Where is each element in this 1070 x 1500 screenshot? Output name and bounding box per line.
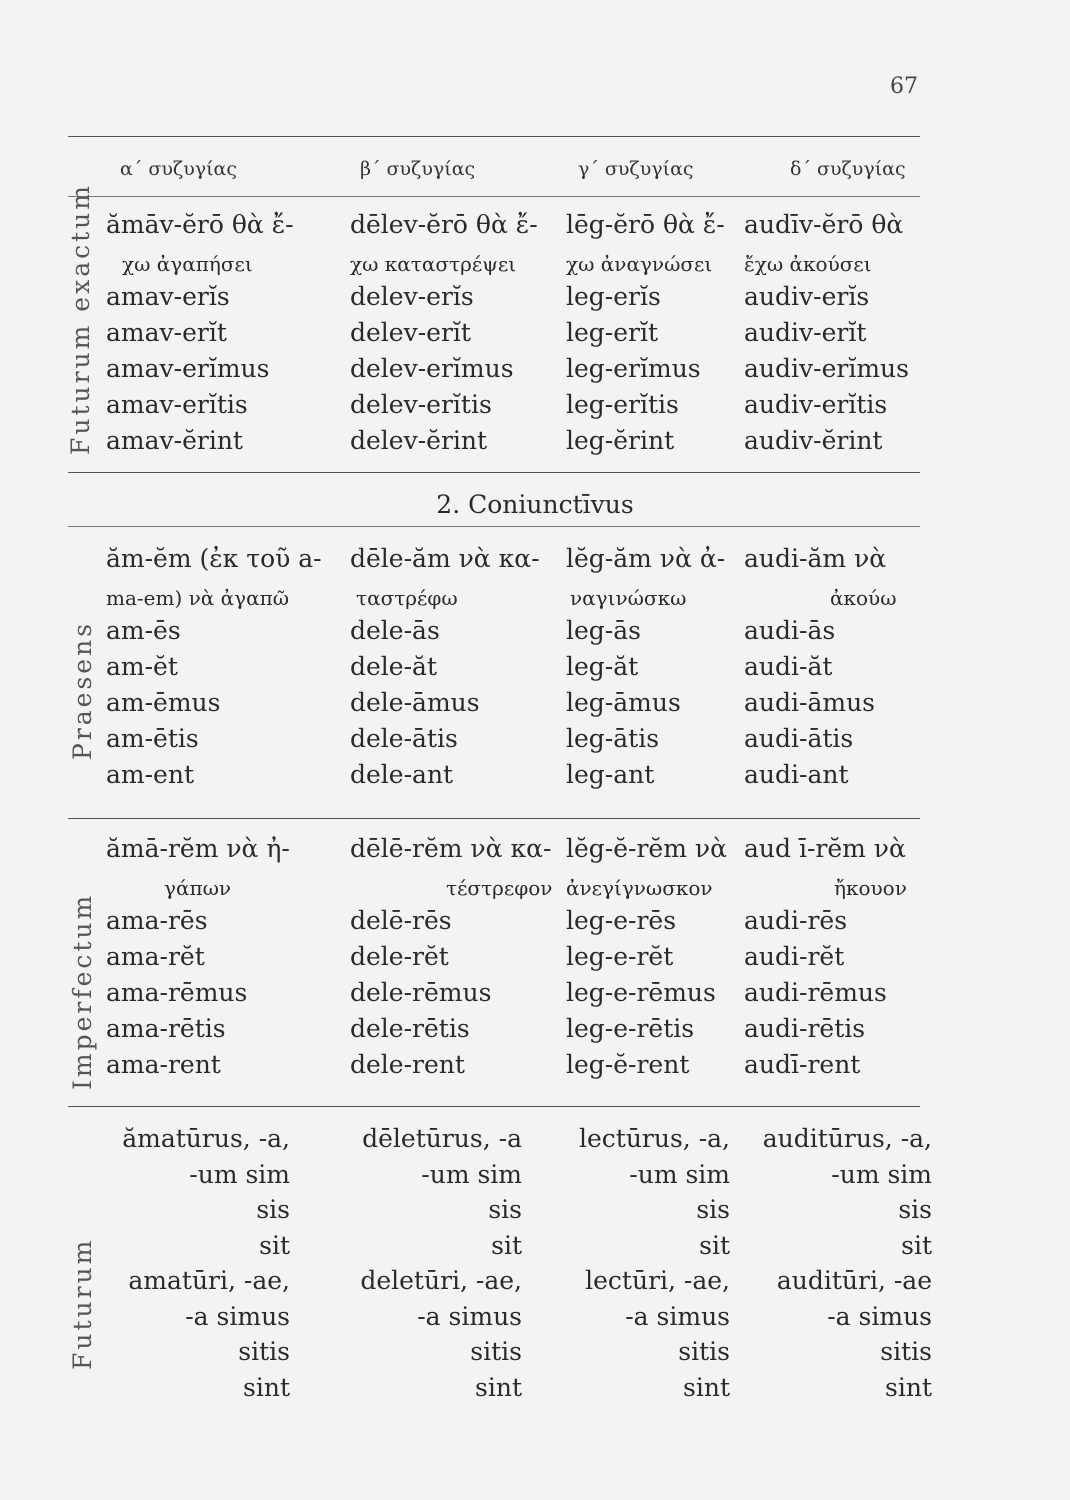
praesens-cell: ναγινώσκω <box>570 586 687 610</box>
futurum-cell: sint <box>243 1372 290 1402</box>
futurum-exactum-cell: leg-ĕrint <box>566 426 675 455</box>
futurum-cell: -um sim <box>421 1159 522 1189</box>
futurum-exactum-cell: dēlev-ĕrō θὰ ἔ- <box>350 210 538 239</box>
page-number: 67 <box>890 74 918 99</box>
imperfectum-cell: γάπων <box>164 876 232 900</box>
imperfectum-cell: audi-rēmus <box>744 978 887 1007</box>
praesens-cell: am-ent <box>106 760 195 789</box>
section-rule <box>68 818 920 819</box>
futurum-cell: -a simus <box>625 1301 730 1331</box>
praesens-cell: leg-ant <box>566 760 655 789</box>
imperfectum-cell: dele-rētis <box>350 1014 470 1043</box>
futurum-exactum-cell: ἔχω ἀκούσει <box>744 252 872 276</box>
futurum-cell: sit <box>491 1230 522 1260</box>
futurum-exactum-cell: leg-erĭmus <box>566 354 701 383</box>
futurum-exactum-cell: delev-ĕrint <box>350 426 488 455</box>
imperfectum-cell: dele-rent <box>350 1050 465 1079</box>
praesens-cell: leg-āmus <box>566 688 681 717</box>
imperfectum-cell: audi-rĕt <box>744 942 845 971</box>
futurum-exactum-cell: delev-erĭs <box>350 282 474 311</box>
futurum-cell: sint <box>885 1372 932 1402</box>
imperfectum-cell: leg-e-rētis <box>566 1014 695 1043</box>
futurum-exactum-cell: amav-erĭt <box>106 318 227 347</box>
futurum-cell: sit <box>259 1230 290 1260</box>
futurum-cell: sitis <box>678 1337 730 1366</box>
futurum-exactum-cell: audiv-erĭmus <box>744 354 909 383</box>
section-rule <box>68 526 920 527</box>
imperfectum-cell: leg-e-rēs <box>566 906 677 935</box>
praesens-cell: dele-ant <box>350 760 454 789</box>
imperfectum-cell: delē-rēs <box>350 906 452 935</box>
futurum-cell: -um sim <box>629 1159 730 1189</box>
side-label-futurum-exactum: Futurum exactum <box>66 183 95 455</box>
imperfectum-cell: dele-rĕt <box>350 942 449 971</box>
header-rule <box>68 196 920 197</box>
imperfectum-cell: ama-rēmus <box>106 978 248 1007</box>
futurum-exactum-cell: delev-erĭmus <box>350 354 514 383</box>
imperfectum-cell: ămā-rĕm νὰ ἠ- <box>106 834 290 863</box>
praesens-cell: audi-ās <box>744 616 836 645</box>
praesens-cell: leg-ăt <box>566 652 639 681</box>
futurum-exactum-cell: leg-erĭt <box>566 318 659 347</box>
futurum-exactum-cell: amav-erĭs <box>106 282 230 311</box>
futurum-exactum-cell: ămāv-ĕrō θὰ ἔ- <box>106 210 294 239</box>
futurum-exactum-cell: lēg-ĕrō θὰ ἔ- <box>566 210 725 239</box>
praesens-cell: ma-em) νὰ ἀγαπῶ <box>106 586 290 610</box>
imperfectum-cell: aud ī-rĕm νὰ <box>744 834 906 863</box>
side-label-futurum: Futurum <box>68 1237 97 1370</box>
side-label-praesens: Praesens <box>68 620 97 760</box>
futurum-cell: sitis <box>880 1337 932 1366</box>
futurum-cell: lectūri, -ae, <box>585 1266 730 1295</box>
imperfectum-cell: τέστρεφον <box>446 876 553 900</box>
futurum-exactum-cell: audiv-erĭtis <box>744 390 888 419</box>
imperfectum-cell: ama-rĕt <box>106 942 205 971</box>
imperfectum-cell: ἀνεγίγνωσκον <box>566 876 713 900</box>
futurum-exactum-cell: leg-erĭtis <box>566 390 679 419</box>
futurum-exactum-cell: audiv-ĕrint <box>744 426 883 455</box>
futurum-exactum-cell: audiv-erĭs <box>744 282 870 311</box>
imperfectum-cell: dēlē-rĕm νὰ κα- <box>350 834 552 863</box>
futurum-cell: -a simus <box>185 1301 290 1331</box>
futurum-exactum-cell: amav-erĭtis <box>106 390 248 419</box>
imperfectum-cell: leg-e-rēmus <box>566 978 716 1007</box>
futurum-cell: -um sim <box>189 1159 290 1189</box>
praesens-cell: am-ēs <box>106 616 181 645</box>
praesens-cell: leg-ātis <box>566 724 660 753</box>
praesens-cell: audi-ăt <box>744 652 833 681</box>
futurum-cell: sis <box>256 1195 290 1224</box>
futurum-cell: amatūri, -ae, <box>128 1266 290 1295</box>
futurum-cell: -um sim <box>831 1159 932 1189</box>
top-rule <box>68 136 920 137</box>
futurum-cell: sis <box>696 1195 730 1224</box>
futurum-exactum-cell: audiv-erĭt <box>744 318 867 347</box>
praesens-cell: leg-ās <box>566 616 641 645</box>
futurum-cell: sitis <box>238 1337 290 1366</box>
praesens-cell: dēle-ăm νὰ κα- <box>350 544 540 573</box>
futurum-exactum-cell: delev-erĭt <box>350 318 471 347</box>
imperfectum-cell: ama-rēs <box>106 906 208 935</box>
futurum-cell: -a simus <box>827 1301 932 1331</box>
imperfectum-cell: audī-rent <box>744 1050 861 1079</box>
praesens-cell: audi-ant <box>744 760 849 789</box>
imperfectum-cell: dele-rēmus <box>350 978 492 1007</box>
futurum-cell: sint <box>475 1372 522 1402</box>
futurum-cell: sint <box>683 1372 730 1402</box>
futurum-exactum-cell: audīv-ĕrō θὰ <box>744 210 904 239</box>
praesens-cell: dele-ātis <box>350 724 458 753</box>
futurum-cell: ămatūrus, -a, <box>122 1124 290 1153</box>
column-header-1: α΄ συζυγίας <box>120 158 238 180</box>
futurum-cell: sit <box>901 1230 932 1260</box>
futurum-cell: dēletūrus, -a <box>362 1124 522 1153</box>
praesens-cell: am-ēmus <box>106 688 221 717</box>
section-rule <box>68 472 920 473</box>
praesens-cell: ăm-ĕm (ἐκ τοῦ a- <box>106 544 322 573</box>
praesens-cell: lĕg-ăm νὰ ἀ- <box>566 544 726 573</box>
futurum-cell: sis <box>898 1195 932 1224</box>
praesens-cell: audi-ātis <box>744 724 854 753</box>
futurum-cell: auditūri, -ae <box>776 1266 932 1295</box>
praesens-cell: audi-ăm νὰ <box>744 544 887 573</box>
futurum-cell: sitis <box>470 1337 522 1366</box>
praesens-cell: am-ētis <box>106 724 199 753</box>
imperfectum-cell: ama-rētis <box>106 1014 226 1043</box>
futurum-cell: sit <box>699 1230 730 1260</box>
imperfectum-cell: audi-rēs <box>744 906 848 935</box>
futurum-cell: lectūrus, -a, <box>578 1124 730 1153</box>
side-label-imperfectum: Imperfectum <box>68 892 97 1090</box>
futurum-exactum-cell: χω ἀναγνώσει <box>566 252 713 276</box>
praesens-cell: dele-ās <box>350 616 440 645</box>
futurum-exactum-cell: amav-ĕrint <box>106 426 243 455</box>
futurum-cell: auditūrus, -a, <box>762 1124 932 1153</box>
futurum-cell: -a simus <box>417 1301 522 1331</box>
imperfectum-cell: audi-rētis <box>744 1014 866 1043</box>
praesens-cell: ταστρέφω <box>356 586 458 610</box>
praesens-cell: ἀκούω <box>830 586 897 610</box>
praesens-cell: am-ĕt <box>106 652 178 681</box>
section-title-coniunctivus: 2. Coniunctīvus <box>436 490 634 519</box>
imperfectum-cell: lĕg-ĕ-rĕm νὰ <box>566 834 727 863</box>
praesens-cell: dele-āmus <box>350 688 480 717</box>
imperfectum-cell: leg-e-rĕt <box>566 942 674 971</box>
imperfectum-cell: leg-ĕ-rent <box>566 1050 690 1079</box>
futurum-cell: sis <box>488 1195 522 1224</box>
praesens-cell: dele-ăt <box>350 652 437 681</box>
column-header-3: γ΄ συζυγίας <box>578 158 694 180</box>
futurum-exactum-cell: delev-erĭtis <box>350 390 492 419</box>
futurum-exactum-cell: leg-erĭs <box>566 282 661 311</box>
column-header-4: δ΄ συζυγίας <box>790 158 906 180</box>
futurum-exactum-cell: χω ἀγαπήσει <box>122 252 253 276</box>
section-rule <box>68 1106 920 1107</box>
imperfectum-cell: ama-rent <box>106 1050 221 1079</box>
futurum-exactum-cell: amav-erĭmus <box>106 354 270 383</box>
futurum-cell: deletūri, -ae, <box>360 1266 522 1295</box>
column-header-2: β΄ συζυγίας <box>360 158 476 180</box>
futurum-exactum-cell: χω καταστρέψει <box>350 252 517 276</box>
imperfectum-cell: ἤκουον <box>834 876 907 900</box>
praesens-cell: audi-āmus <box>744 688 875 717</box>
